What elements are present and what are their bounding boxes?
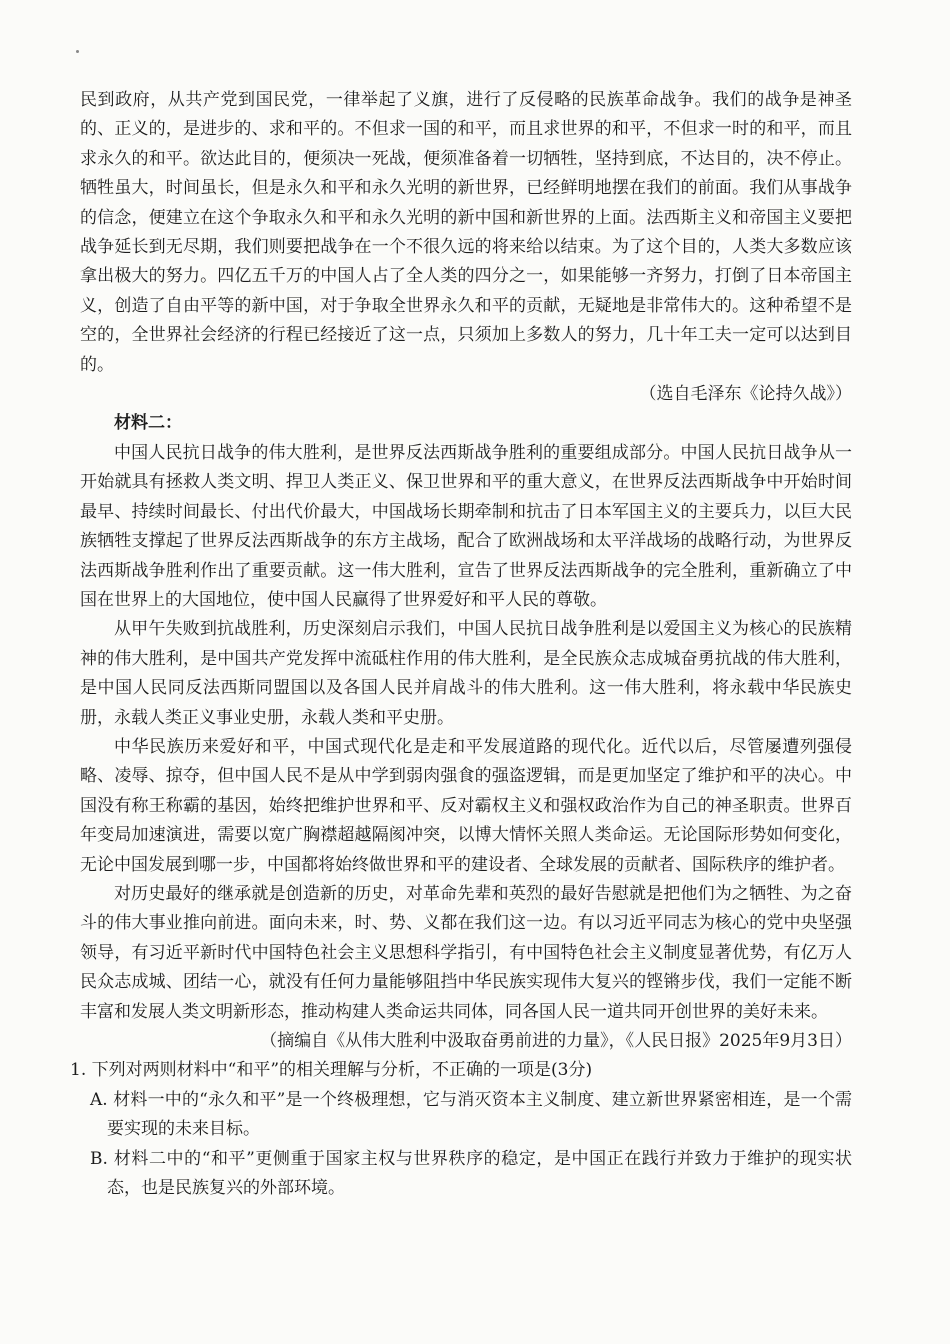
material2-heading: 材料二：: [114, 413, 182, 434]
material1-source: （选自毛泽东《论持久战》）: [639, 384, 852, 405]
material2-paragraph-2: 从甲午失败到抗战胜利，历史深刻启示我们，中国人民抗日战争胜利是以爱国主义为核心的民族精神的伟大胜利，是中国共产党发挥中流砥柱作用的伟大胜利，是全民族众志成城奋勇抗战的伟大胜利，是中国人民同反法西斯同盟国以及各国人民并肩战斗的伟大胜利。这一伟大胜利，将永载中华民族史册，永载人类正义事业史册，永载人类和平史册。: [80, 619, 852, 728]
scan-speck: [76, 50, 79, 53]
material2-paragraph-3: 中华民族历来爱好和平，中国式现代化是走和平发展道路的现代化。近代以后，尽管屡遭列强侵略、凌辱、掠夺，但中国人民不是从中学到弱肉强食的强盗逻辑，而是更加坚定了维护和平的决心。中国没有称王称霸的基因，始终把维护世界和平、反对霸权主义和强权政治作为自己的神圣职责。世界百年变局加速演进，需要以宽广胸襟超越隔阂冲突，以博大情怀关照人类命运。无论国际形势如何变化，无论中国发展到哪一步，中国都将始终做世界和平的建设者、全球发展的贡献者、国际秩序的维护者。: [80, 736, 852, 875]
page-content: [70, 86, 852, 1203]
question-1-option-b: B. 材料二中的“和平”更侧重于国家主权与世界秩序的稳定，是中国正在践行并致力于维护的现实状态，也是民族复兴的外部环境。: [90, 1148, 852, 1199]
material2-source: （摘编自《从伟大胜利中汲取奋勇前进的力量》，《人民日报》2025年9月3日）: [260, 1031, 852, 1051]
material2-paragraph-1: 中国人民抗日战争的伟大胜利，是世界反法西斯战争胜利的重要组成部分。中国人民抗日战争从一开始就具有拯救人类文明、捍卫人类正义、保卫世界和平的重大意义，在世界反法西斯战争中开始时间最早、持续时间最长、付出代价最大，中国战场长期牵制和抗击了日本军国主义的主要兵力，以巨大民族牺牲支撑起了世界反法西斯战争的东方主战场，配合了欧洲战场和太平洋战场的战略行动，为世界反法西斯战争胜利作出了重要贡献。这一伟大胜利，宣告了世界反法西斯战争的完全胜利，重新确立了中国在世界上的大国地位，使中国人民赢得了世界爱好和平人民的尊敬。: [80, 442, 852, 610]
question-1-stem: 1. 下列对两则材料中“和平”的相关理解与分析，不正确的一项是(3分): [70, 1060, 593, 1081]
question-1-option-a: A. 材料一中的“永久和平”是一个终极理想，它与消灭资本主义制度、建立新世界紧密相连，是一个需要实现的未来目标。: [90, 1089, 852, 1140]
material1-text: 民到政府，从共产党到国民党，一律举起了义旗，进行了反侵略的民族革命战争。我们的战争是神圣的、正义的，是进步的、求和平的。不但求一国的和平，而且求世界的和平，不但求一时的和平，而且求永久的和平。欲达此目的，便须决一死战，便须准备着一切牺牲，坚持到底，不达目的，决不停止。牺牲虽大，时间虽长，但是永久和平和永久光明的新世界，已经鲜明地摆在我们的前面。我们从事战争的信念，便建立在这个争取永久和平和永久光明的新中国和新世界的上面。法西斯主义和帝国主义要把战争延长到无尽期，我们则要把战争在一个不很久远的将来给以结束。为了这个目的，人类大多数应该拿出极大的努力。四亿五千万的中国人占了全人类的四分之一，如果能够一齐努力，打倒了日本帝国主义，创造了自由平等的新中国，对于争取全世界永久和平的贡献，无疑地是非常伟大的。这种希望不是空的，全世界社会经济的行程已经接近了这一点，只须加上多数人的努力，几十年工夫一定可以达到目的。: [80, 90, 852, 375]
material2-paragraph-4: 对历史最好的继承就是创造新的历史，对革命先辈和英烈的最好告慰就是把他们为之牺牲、为之奋斗的伟大事业推向前进。面向未来，时、势、义都在我们这一边。有以习近平同志为核心的党中央坚强领导，有习近平新时代中国特色社会主义思想科学指引，有中国特色社会主义制度显著优势，有亿万人民众志成城、团结一心，就没有任何力量能够阻挡中华民族实现伟大复兴的铿锵步伐，我们一定能不断丰富和发展人类文明新形态，推动构建人类命运共同体，同各国人民一道共同开创世界的美好未来。: [80, 883, 852, 1022]
